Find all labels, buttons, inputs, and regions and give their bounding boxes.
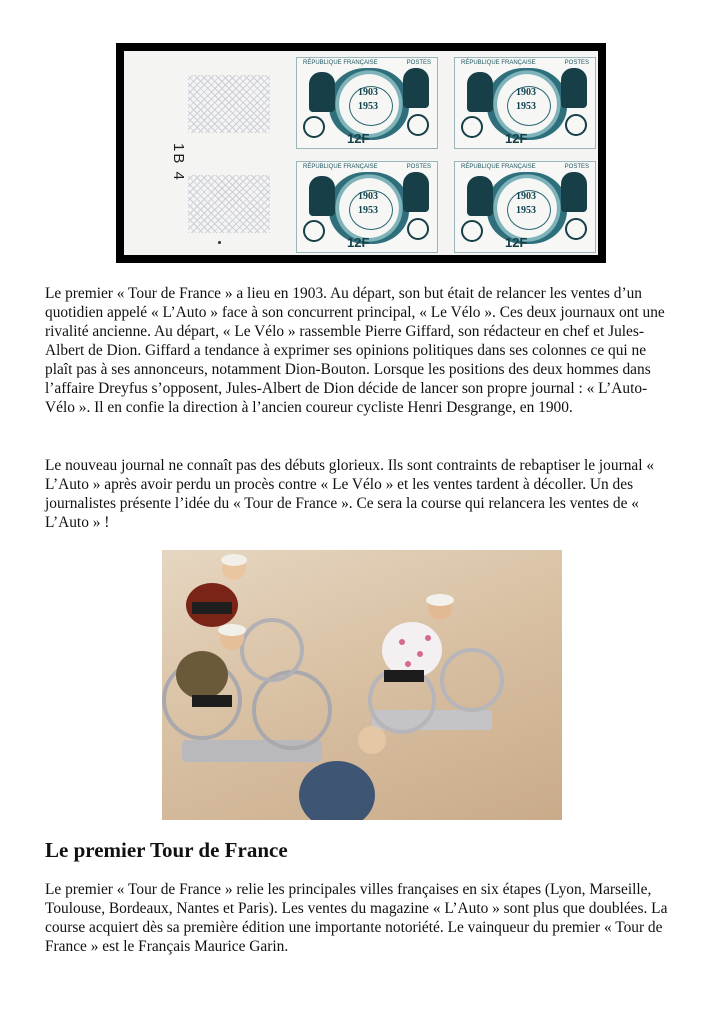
bicycle-wheel bbox=[254, 672, 330, 748]
toy-cyclists-photo bbox=[162, 550, 562, 820]
cyclist-right-figure bbox=[561, 68, 587, 108]
cyclist-shorts bbox=[384, 670, 424, 682]
stamp-value: 12F bbox=[347, 131, 370, 146]
stamp-country: RÉPUBLIQUE FRANÇAISE bbox=[303, 60, 378, 66]
stamp-top-left bbox=[296, 57, 438, 149]
toy-cyclists-illustration bbox=[162, 550, 562, 820]
stamp-service: POSTES bbox=[406, 60, 431, 66]
bicycle-wheel bbox=[461, 220, 483, 242]
stamp-service: POSTES bbox=[406, 164, 431, 170]
stamp-country: RÉPUBLIQUE FRANÇAISE bbox=[461, 60, 536, 66]
stamp-country: RÉPUBLIQUE FRANÇAISE bbox=[303, 164, 378, 170]
cyclist-shorts bbox=[192, 695, 232, 707]
jersey-stripe bbox=[192, 602, 232, 614]
cyclist-blue-jersey bbox=[299, 761, 375, 820]
stamp-years: 1903 1953 bbox=[516, 191, 536, 216]
cyclist-polka-jersey bbox=[382, 622, 442, 678]
cyclist-right-figure bbox=[403, 172, 429, 212]
cyclist-cap bbox=[221, 554, 247, 566]
intro-paragraph: Le premier « Tour de France » a lieu en 1903. Au départ, son but était de relancer les ventes d’un quotidien appelé « L’Auto » face à son concurrent principal, « Le Vélo ». Ces deux journaux ont une rivalité ancienne. Au départ, « Le Vélo » rassemble Pierre Giffard, son rédacteur en chef et Jules-Albert de Dion. Giffard a tendance à exprimer ses opinions politiques dans ses colonnes ce qui ne plaît pas à ses annonceurs, notamment Dion-Bouton. Lorsque les positions des deux hommes dans l’affaire Dreyfus s’opposent, Jules-Albert de Dion décide de lancer son propre journal : « L’Auto-Vélo ». Il en confie la direction à l’ancien coureur cycliste Henri Desgrange, en 1900. bbox=[45, 285, 665, 416]
security-pattern-top bbox=[188, 75, 270, 133]
security-pattern-bottom bbox=[188, 175, 270, 233]
cyclist-head bbox=[358, 726, 386, 754]
plate-number: 1B 4 bbox=[170, 143, 187, 182]
stamp-sheet-image bbox=[116, 43, 606, 263]
bicycle-wheel bbox=[461, 116, 483, 138]
bicycle-wheel bbox=[407, 114, 429, 136]
section-paragraph: Le premier « Tour de France » relie les principales villes françaises en six étapes (Lyon, Marseille, Toulouse, Bordeaux, Nantes et Paris). Les ventes du magazine « L’Auto » sont plus que doublées. La course acquiert dès sa première édition une importante notoriété. Le vainqueur du premier « Tour de France » est le Français Maurice Garin. bbox=[45, 881, 668, 955]
cyclist-cap bbox=[426, 594, 454, 606]
bicycle-wheel bbox=[442, 650, 502, 710]
cyclist-left-figure bbox=[309, 72, 335, 112]
section-heading: Le premier Tour de France bbox=[45, 838, 288, 862]
cyclist-left-figure bbox=[467, 176, 493, 216]
bicycle-wheel bbox=[242, 620, 302, 680]
stamp-value: 12F bbox=[347, 235, 370, 250]
stamp-years: 1903 1953 bbox=[358, 191, 378, 216]
stamp-value: 12F bbox=[505, 235, 528, 250]
stamp-sheet-margin bbox=[124, 51, 598, 255]
stamp-years: 1903 1953 bbox=[516, 87, 536, 112]
bicycle-wheel bbox=[303, 116, 325, 138]
cyclist-brown-jersey bbox=[176, 651, 228, 699]
cyclist-left-figure bbox=[467, 72, 493, 112]
stamp-value: 12F bbox=[505, 131, 528, 146]
stamp-country: RÉPUBLIQUE FRANÇAISE bbox=[461, 164, 536, 170]
bicycle-wheel bbox=[407, 218, 429, 240]
stamp-top-right bbox=[454, 57, 596, 149]
cyclist-left-figure bbox=[309, 176, 335, 216]
margin-dot bbox=[218, 241, 221, 244]
cyclist-right-figure bbox=[561, 172, 587, 212]
stamp-service: POSTES bbox=[564, 164, 589, 170]
cyclist-stand-base bbox=[182, 740, 322, 762]
cyclist-cap bbox=[218, 624, 246, 636]
cyclist-right-figure bbox=[403, 68, 429, 108]
second-paragraph: Le nouveau journal ne connaît pas des débuts glorieux. Ils sont contraints de rebaptiser le journal « L’Auto » après avoir perdu un procès contre « Le Vélo » et les ventes tardent à décoller. Un des journalistes présente l’idée du « Tour de France ». Ce sera la course qui relancera les ventes de « L’Auto » ! bbox=[45, 457, 655, 531]
stamp-bottom-right bbox=[454, 161, 596, 253]
stamp-years: 1903 1953 bbox=[358, 87, 378, 112]
stamp-service: POSTES bbox=[564, 60, 589, 66]
stamp-bottom-left bbox=[296, 161, 438, 253]
bicycle-wheel bbox=[303, 220, 325, 242]
bicycle-wheel bbox=[565, 218, 587, 240]
bicycle-wheel bbox=[565, 114, 587, 136]
